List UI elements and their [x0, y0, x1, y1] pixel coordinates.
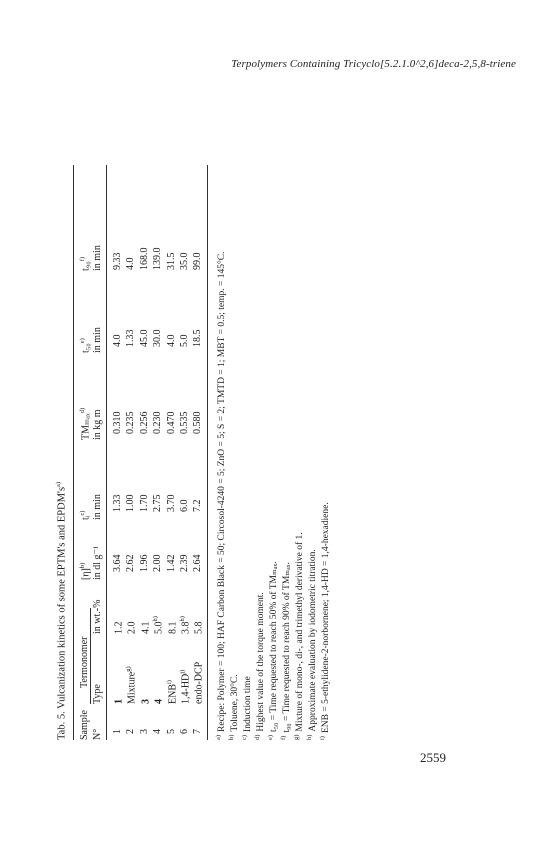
footnote: $^{b)}$Toluene, 30°C.: [228, 674, 241, 740]
table-cell-wt: 5.8: [193, 621, 205, 634]
table-cell-ti: 1.70: [138, 494, 150, 512]
header-termonomer: Termonomer: [79, 636, 90, 688]
table-cell-type: Mixture$^{g)}$: [125, 666, 138, 704]
table-cell-t50: 4.0: [165, 334, 177, 347]
table-cell-t50: 45.0: [138, 329, 150, 347]
table-cell-n: 1: [112, 729, 123, 734]
table-cell-t50: 30.0: [152, 329, 164, 347]
table-cell-t50: 1.33: [125, 329, 137, 347]
header-eta: $[\eta]^{b)}$: [79, 562, 92, 580]
table-cell-tm: 0.235: [125, 411, 137, 434]
table-cell-wt: 5.0$^{h)}$: [152, 616, 165, 634]
header-t90: t₉₀$^{f)}$: [79, 256, 92, 271]
header-t90-unit: in min: [92, 245, 103, 271]
table-cell-type: ENB$^{i)}$: [165, 680, 178, 704]
table-cell-wt: 8.1: [166, 621, 178, 634]
header-tm: TMₘₐₓ$^{d)}$: [79, 407, 92, 440]
table-cell-type: 1,4-HD$^{j)}$: [179, 669, 192, 704]
table-cell-wt: 3.8$^{h)}$: [179, 616, 192, 634]
header-t50-unit: in min: [92, 327, 103, 353]
header-t50: t₅₀$^{e)}$: [79, 338, 92, 353]
table-cell-t90: 35.0: [179, 252, 190, 270]
table-cell-wt: 2.0: [126, 621, 138, 634]
table-cell-n: 5: [165, 729, 177, 734]
footnote: $^{d)}$Highest value of the torque moment.: [254, 592, 267, 740]
footnote: $^{e)}$t₅₀ = Time requested to reach 50% of TMₘₐₓ.: [267, 561, 280, 740]
table-cell-tm: 0.230: [152, 411, 164, 434]
table-cell-n: 7: [192, 729, 204, 734]
table-cell-t90: 99.0: [192, 252, 204, 270]
table-header-rule: [106, 165, 107, 740]
footnote: $^{a)}$Recipe: Polymer = 100; HAF Carbon Black = 50; Circosol-4240 = 5; ZnO = 5; S = 2; TMTD = 1; MBT = 0.5; temp. = 145°C.: [215, 251, 228, 740]
table-cell-tm: 0.535: [179, 411, 190, 434]
table-cell-ti: 3.70: [165, 494, 177, 512]
table-cell-n: 3: [138, 729, 150, 734]
table-cell-n: 2: [125, 729, 137, 734]
table-cell-tm: 0.310: [112, 411, 123, 434]
table-cell-type: 3: [140, 699, 152, 704]
table-cell-ti: 7.2: [192, 499, 204, 512]
table-cell-t50: 4.0: [112, 334, 123, 347]
header-ti-unit: in min: [92, 494, 103, 520]
table-cell-n: 4: [152, 729, 164, 734]
rotated-table-block: [55, 90, 515, 740]
table-cell-ti: 1.00: [125, 494, 137, 512]
table-cell-t90: 168.0: [138, 247, 150, 270]
table-cell-ti: 1.33: [112, 494, 123, 512]
table-cell-eta: 2.39: [179, 554, 190, 572]
table-cell-type: endo-DCP: [193, 661, 205, 704]
table-cell-tm: 0.580: [192, 411, 204, 434]
table-cell-t90: 31.5: [165, 252, 177, 270]
table-cell-eta: 1.42: [165, 554, 177, 572]
table-cell-type: 4: [153, 699, 165, 704]
header-no: N°: [92, 728, 103, 740]
table-top-rule: [73, 165, 74, 740]
table-cell-tm: 0.256: [138, 411, 150, 434]
table-cell-wt: 4.1: [140, 621, 152, 634]
header-sample: Sample: [79, 710, 90, 740]
header-eta-unit: in dl g⁻¹: [92, 546, 103, 580]
header-ti: tᵢ$^{c)}$: [79, 510, 92, 520]
table-title: Tab. 5. Vulcanization kinetics of some EPTM's and $EPDM's^{a)}$: [55, 481, 68, 740]
table-cell-eta: 2.62: [125, 554, 137, 572]
table-cell-type: 1: [113, 699, 125, 704]
table-cell-eta: 3.64: [112, 554, 123, 572]
table-cell-n: 6: [179, 729, 190, 734]
running-header: Terpolymers Containing Tricyclo[5.2.1.0^2,6]deca-2,5,8-triene: [231, 58, 516, 70]
table-cell-eta: 2.00: [152, 554, 164, 572]
table-cell-ti: 6.0: [179, 499, 190, 512]
footnote: $^{c)}$Induction time: [241, 676, 254, 740]
table-cell-wt: 1.2: [113, 621, 125, 634]
table-cell-t50: 18.5: [192, 329, 204, 347]
table-bottom-rule: [207, 165, 208, 740]
table-cell-t50: 5.0: [179, 334, 190, 347]
header-wt: in wt.-%: [92, 599, 103, 634]
table-cell-t90: 4.0: [125, 257, 137, 270]
header-tm-unit: in kg m: [92, 409, 103, 440]
footnote: $^{g)}$Mixture of mono-, di-, and trimethyl derivative of 1.: [293, 532, 306, 740]
table-cell-t90: 139.0: [152, 247, 164, 270]
footnote: $^{i)}$ENB = 5-ethylidene-2-norbornene; 1,4-HD = 1,4-hexadiene.: [319, 502, 332, 740]
table-cell-eta: 1.96: [138, 554, 150, 572]
footnote: $^{h)}$Approximate evaluation by iodometric titration.: [306, 549, 319, 740]
table-cell-t90: 9.33: [112, 252, 123, 270]
table-cell-ti: 2.75: [152, 494, 164, 512]
header-type: Type: [92, 684, 103, 704]
footnote: $^{f)}$t₉₀ = Time requested to reach 90% of TMₘₐₓ.: [280, 562, 293, 740]
table-cell-tm: 0.470: [165, 411, 177, 434]
termonomer-rule: [90, 608, 91, 704]
page-number: 2559: [420, 750, 446, 765]
table-cell-eta: 2.64: [192, 554, 204, 572]
